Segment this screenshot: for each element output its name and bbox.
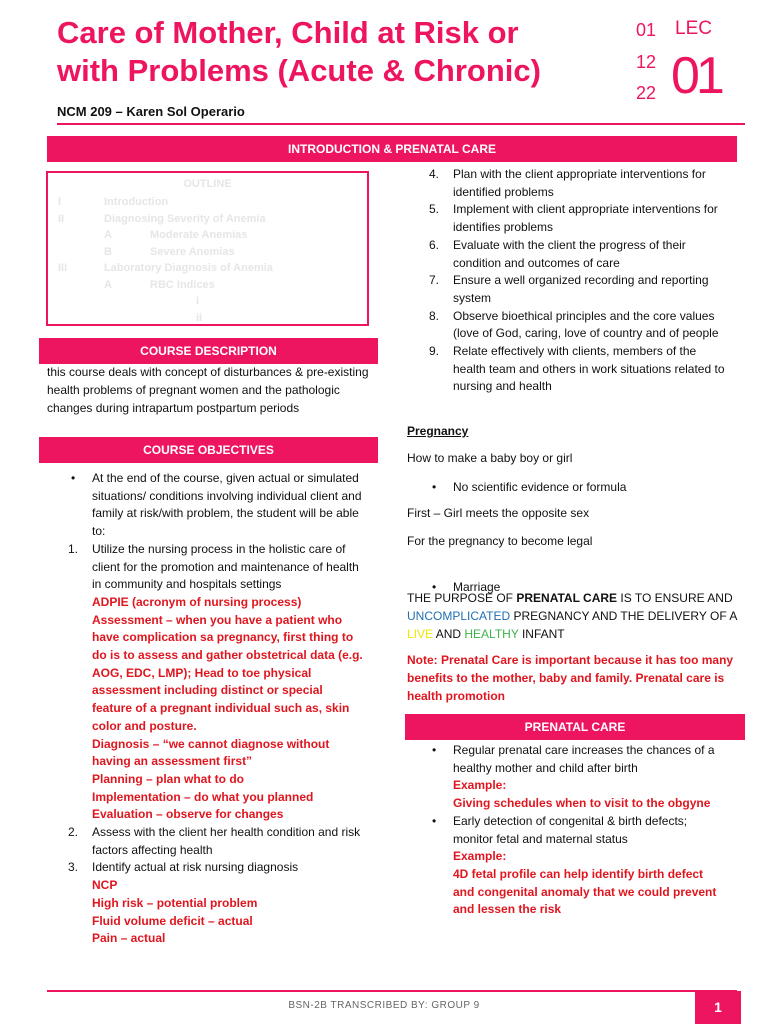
list-item <box>46 470 366 541</box>
note-assessment <box>46 612 366 736</box>
note-text: Pain – actual <box>92 931 166 946</box>
title-line-1: Care of Mother, Child at Risk or <box>57 15 519 50</box>
purpose-text: AND <box>435 627 462 641</box>
purpose-live: LIVE <box>407 627 434 641</box>
outline-row-number: II <box>58 212 65 225</box>
item-number: 7. <box>429 273 440 288</box>
note-diagnosis <box>46 736 366 771</box>
note-ncp <box>46 877 366 895</box>
date-day: 12 <box>636 52 657 72</box>
objectives-list-left <box>46 470 366 948</box>
purpose-uncomplicated: UNCOMPLICATED <box>407 609 511 623</box>
outline-row-sub: B <box>104 245 112 258</box>
pregnancy-heading: Pregnancy <box>407 424 469 438</box>
list-item-text: Marriage <box>453 579 501 594</box>
outline-row-text: Severe Anemias <box>150 245 235 258</box>
outline-row-text: ii <box>196 311 203 324</box>
purpose-text: IS TO ENSURE AND <box>620 591 733 605</box>
item-number: 9. <box>429 344 440 359</box>
list-item-text: Ensure a well organized recording and reporting system <box>453 273 709 305</box>
item-number: 2. <box>68 825 79 840</box>
bullet-icon: • <box>432 579 437 594</box>
footer-divider <box>47 990 737 992</box>
lec-label: LEC <box>675 18 712 39</box>
note-text: 4D fetal profile can help identify birth defect and congenital anomaly that we could prevent and lessen the risk <box>453 866 717 917</box>
outline-row-text: i <box>196 295 200 307</box>
note-adpie <box>46 594 366 612</box>
note-evaluation <box>46 806 366 824</box>
bullet-icon: • <box>432 813 437 828</box>
bullet-icon: • <box>432 743 437 757</box>
note-text: Fluid volume deficit – actual <box>92 913 253 928</box>
list-item <box>407 201 727 236</box>
note-text: Giving schedules when to visit to the obgyne <box>453 796 711 811</box>
section-banner-course-objectives: COURSE OBJECTIVES <box>39 437 378 463</box>
list-item <box>407 166 727 201</box>
purpose-statement <box>407 589 737 643</box>
note-text: NCP <box>92 878 118 893</box>
list-item <box>407 237 727 272</box>
purpose-emphasis: PRENATAL CARE <box>516 591 618 605</box>
note-text: ADPIE (acronym of nursing process) <box>92 594 302 609</box>
outline-row-text: Diagnosing Severity of Anemia <box>104 212 266 225</box>
prenatal-list <box>407 742 727 919</box>
outline-row-text: Introduction <box>104 196 169 208</box>
pregnancy-first: First – Girl meets the opposite sex <box>407 506 590 520</box>
note-text: High risk – potential problem <box>92 895 258 910</box>
item-number: 1. <box>68 541 79 556</box>
outline-row-number: III <box>58 262 68 274</box>
list-item-text: Identify actual at risk nursing diagnosis <box>92 860 299 875</box>
outline-row-text: RBC Indices <box>150 278 215 291</box>
pregnancy-legal: For the pregnancy to become legal <box>407 534 593 548</box>
lec-number: 01 <box>671 47 721 105</box>
outline-row-sub: A <box>104 229 112 241</box>
pregnancy-how-to: How to make a baby boy or girl <box>407 451 573 465</box>
note-pain <box>46 930 366 948</box>
prenatal-note: Note: Prenatal Care is important because it has too many benefits to the mother, baby and family. Prenatal care is health promotion <box>407 653 734 703</box>
section-banner-intro: INTRODUCTION & PRENATAL CARE <box>47 136 737 162</box>
note-text: Example: <box>453 849 507 864</box>
note-text: Example: <box>453 778 507 793</box>
footer-credit: BSN-2B TRANSCRIBED BY: GROUP 9 <box>288 1000 480 1011</box>
list-item-text: Assess with the client her health condition and risk factors affecting health <box>92 825 361 857</box>
outline-row-number: I <box>58 196 62 208</box>
note-implementation <box>46 789 366 807</box>
purpose-text: INFANT <box>521 627 565 641</box>
note-fluid <box>46 913 366 931</box>
lecture-code-block <box>636 18 721 108</box>
section-banner-course-description: COURSE DESCRIPTION <box>39 338 378 364</box>
outline-box <box>46 171 369 326</box>
list-item-text: Relate effectively with clients, members of the health team and others in work situations related to nursing and health <box>453 344 725 394</box>
note-high-risk <box>46 895 366 913</box>
list-item-text: Evaluate with the client the progress of their condition and outcomes of care <box>453 237 686 270</box>
list-item <box>407 479 753 497</box>
bullet-icon: • <box>432 480 437 494</box>
note-text: Diagnosis – “we cannot diagnose without having an assessment first” <box>92 736 330 769</box>
outline-heading: OUTLINE <box>183 178 232 190</box>
purpose-text: THE PURPOSE OF <box>407 591 514 605</box>
note-text: Planning – plan what to do <box>92 771 244 786</box>
item-number: 4. <box>429 167 440 181</box>
list-item <box>46 541 366 594</box>
list-item <box>407 813 727 848</box>
example-text <box>407 866 727 919</box>
page-number: 1 <box>695 991 741 1024</box>
example-label <box>407 848 727 866</box>
list-item <box>407 272 727 307</box>
purpose-text: PREGNANCY AND THE DELIVERY OF <box>513 609 727 623</box>
note-text: Implementation – do what you planned <box>92 789 314 804</box>
note-planning <box>46 771 366 789</box>
note-text: Assessment – when you have a patient who have complication sa pregnancy, first thing to do is to assess and gather obstetrical data (e.g. AOG, EDC, LMP); Head to toe physical assessment including distinct or special feature of a pregnant individual such as, skin color and posture. <box>92 612 363 733</box>
list-item-text: Plan with the client appropriate interventions for identified problems <box>453 167 706 199</box>
list-item-text: Observe bioethical principles and the core values (love of God, caring, love of country and of people <box>453 308 719 341</box>
list-item-text: At the end of the course, given actual or simulated situations/ conditions involving individual client and family at risk/with problem, the student will be able to: <box>92 471 362 539</box>
document-title <box>57 14 617 90</box>
item-number: 5. <box>429 202 440 217</box>
section-banner-prenatal-care: PRENATAL CARE <box>405 714 745 740</box>
outline-row-sub: A <box>104 278 112 291</box>
outline-row-text: Laboratory Diagnosis of Anemia <box>104 262 273 274</box>
list-item-text: Implement with client appropriate interventions for identifies problems <box>453 202 718 235</box>
date-month: 01 <box>636 20 657 40</box>
title-line-2: with Problems (Acute & Chronic) <box>57 53 541 88</box>
title-divider <box>57 123 745 125</box>
purpose-healthy: HEALTHY <box>464 627 519 641</box>
example-text <box>407 795 727 813</box>
bullet-icon: • <box>71 471 76 485</box>
list-item-text: Utilize the nursing process in the holistic care of client for the promotion and maintenance of health in community and hospitals settings <box>92 541 359 592</box>
list-item <box>407 343 727 396</box>
list-item <box>46 824 366 859</box>
course-subtitle: NCM 209 – Karen Sol Operario <box>57 104 245 119</box>
list-item-text: Early detection of congenital & birth defects; monitor fetal and maternal status <box>453 813 688 846</box>
list-item <box>407 308 727 343</box>
objectives-list-right <box>407 166 727 396</box>
item-number: 6. <box>429 237 440 252</box>
list-item <box>46 859 366 877</box>
item-number: 8. <box>429 308 440 323</box>
item-number: 3. <box>68 860 79 875</box>
purpose-text: A <box>729 609 737 623</box>
example-label <box>407 777 727 795</box>
date-year: 22 <box>636 83 657 103</box>
outline-row-text: Moderate Anemias <box>150 229 248 241</box>
course-description-text: this course deals with concept of disturbances & pre-existing health problems of pregnant women and the pathologic changes during intrapartum postpartum periods <box>47 365 369 415</box>
list-item-text: No scientific evidence or formula <box>453 480 627 494</box>
note-text: Evaluation – observe for changes <box>92 807 284 822</box>
list-item-text: Regular prenatal care increases the chances of a healthy mother and child after birth <box>453 743 715 775</box>
list-item <box>407 742 727 777</box>
